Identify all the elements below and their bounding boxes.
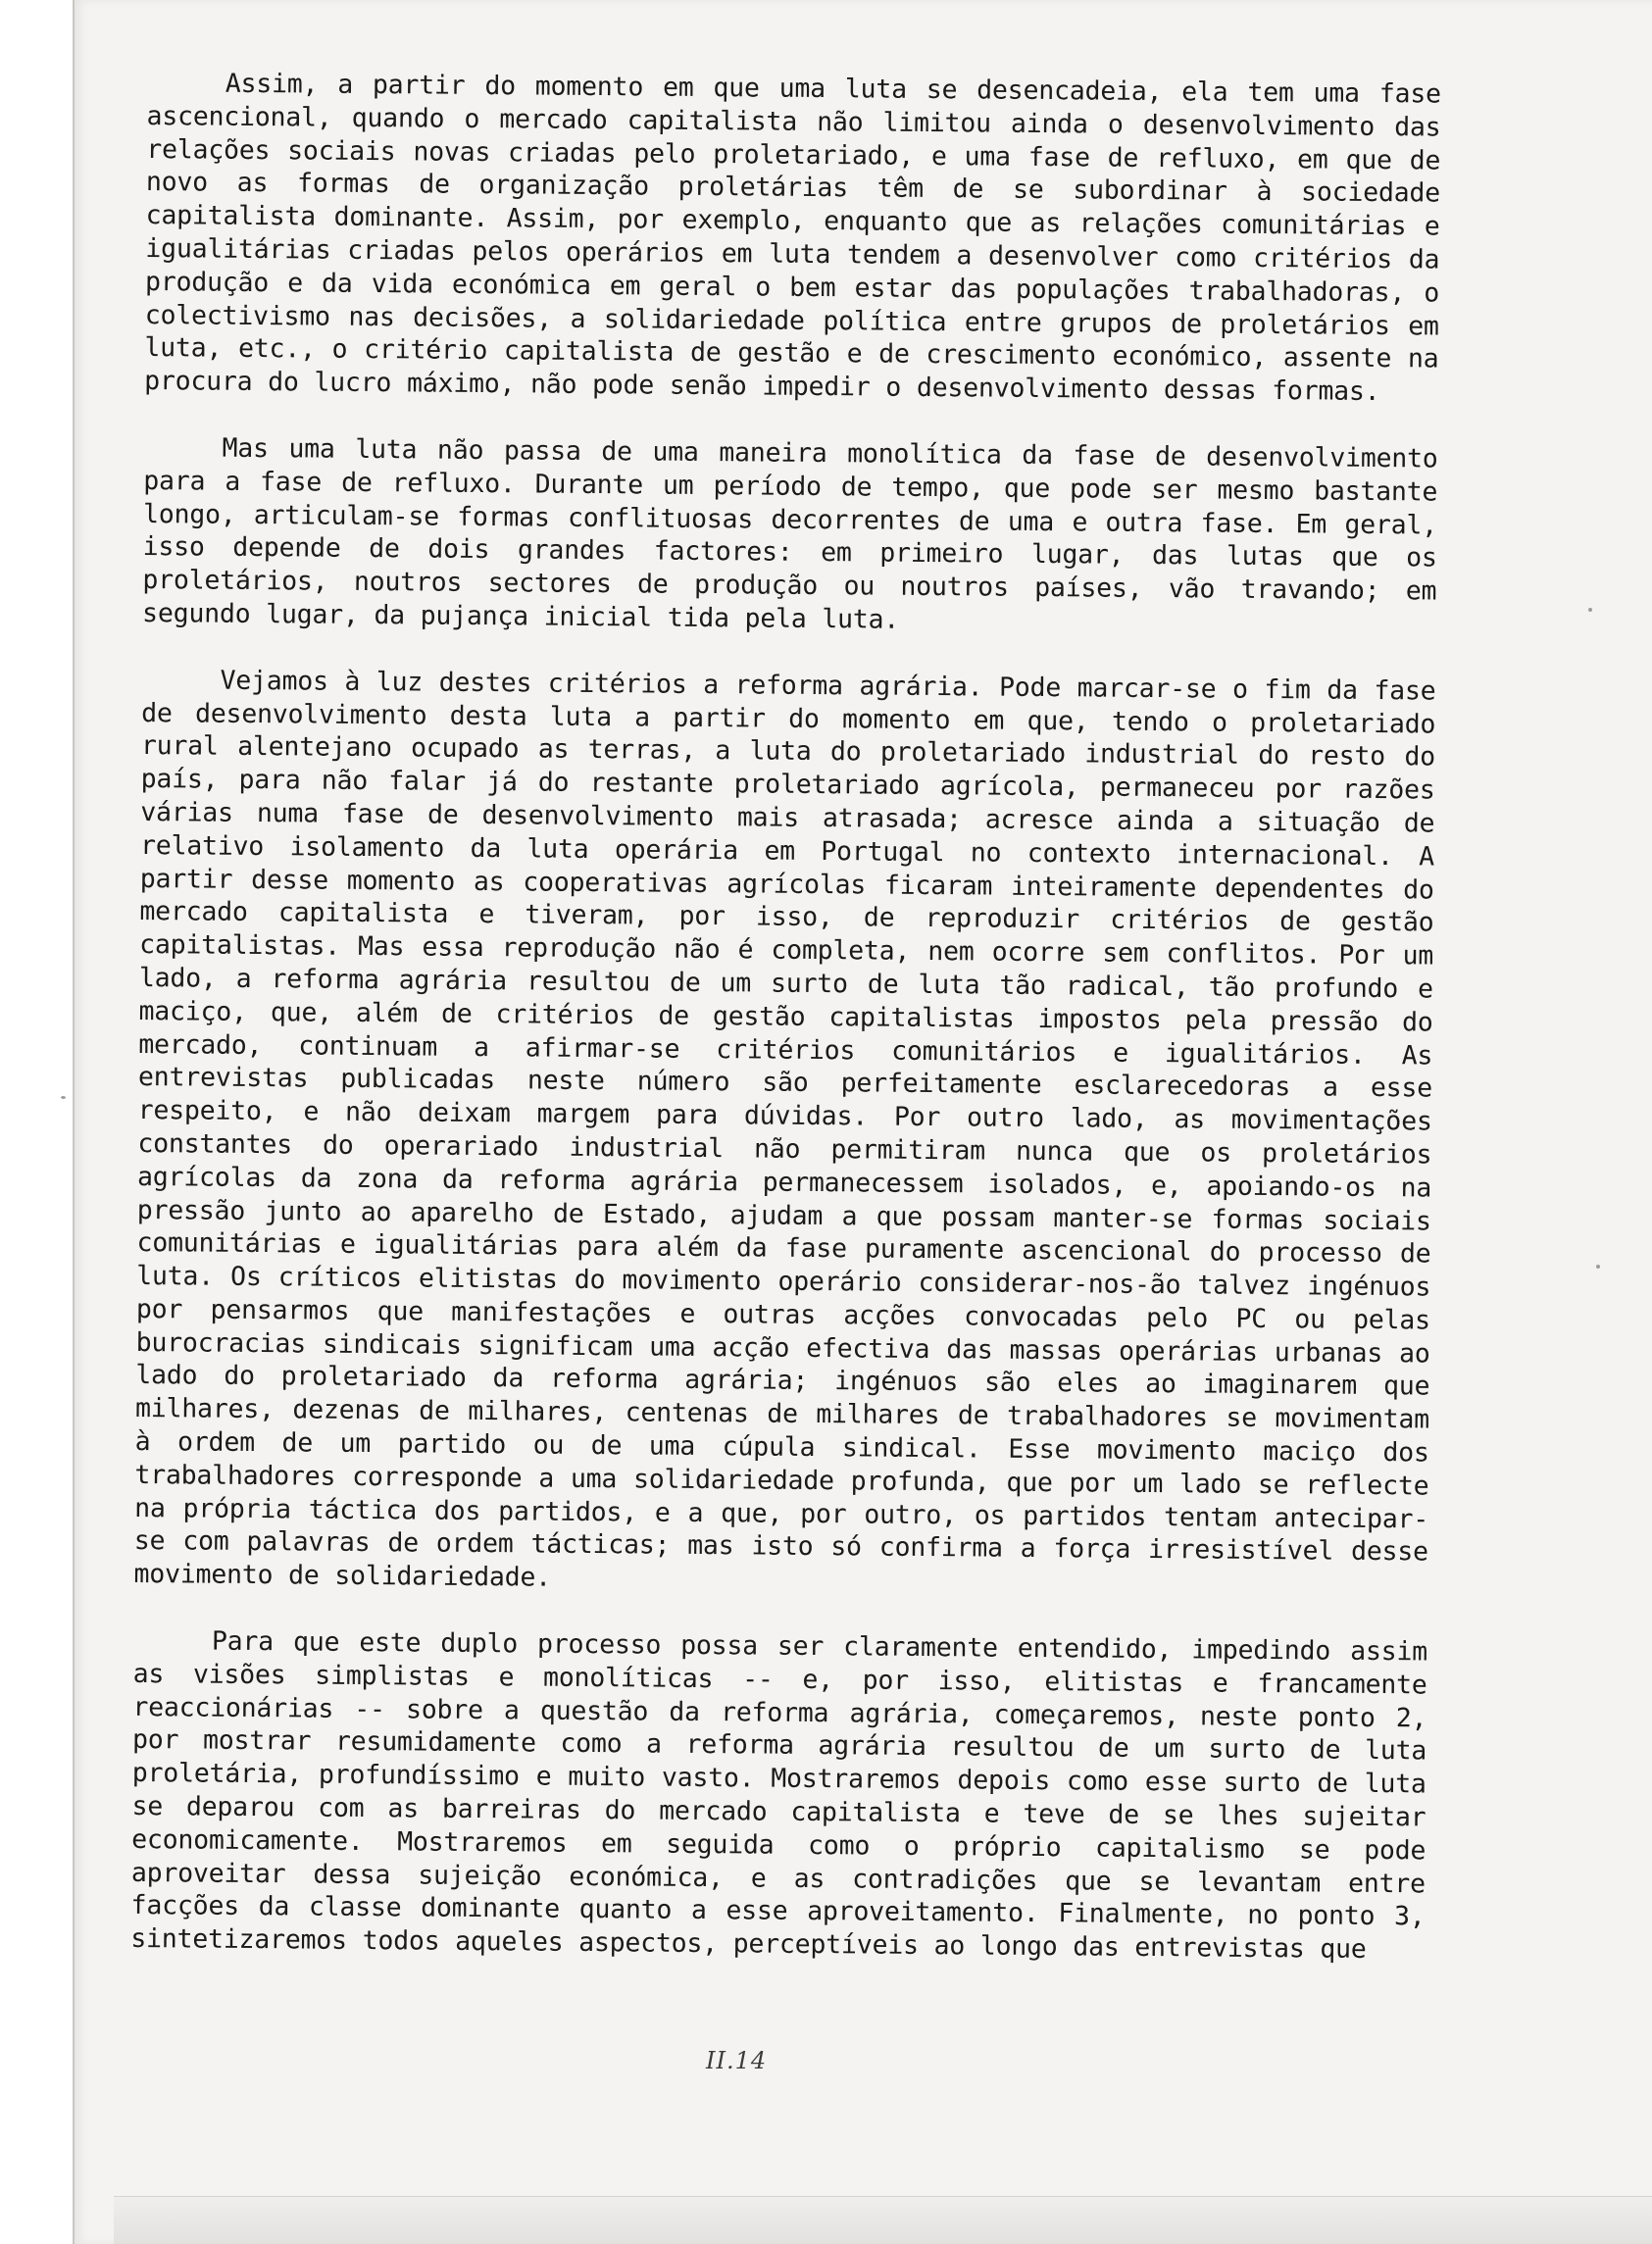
paragraph-1: Assim, a partir do momento em que uma luta se desencadeia, ela tem uma fase ascencional, quando o mercado capitalista não limitou ainda o desenvolvimento das relações sociais novas criadas pelo proletariado, e uma fase de refluxo, em que de novo as formas de organização proletárias têm de se subordinar à sociedade capitalista dominante. Assim, por exemplo, enquanto que as relações comunitárias e igualitárias criadas pelos operários em luta tendem a desenvolver como critérios da produção e da vida económica em geral o bem estar das populações trabalhadoras, o colectivismo nas decisões, a solidariedade política entre grupos de proletários em luta, etc., o critério capitalista de gestão e de crescimento económico, assente na procura do lucro máximo, não pode senão impedir o desenvolvimento dessas formas. — [144, 68, 1441, 408]
paragraph-2: Mas uma luta não passa de uma maneira monolítica da fase de desenvolvimento para a fase de refluxo. Durante um período de tempo, que pode ser mesmo bastante longo, articulam-se formas conflituosas decorrentes de uma e outra fase. Em geral, isso depende de dois grandes factores: em primeiro lugar, das lutas que os proletários, noutros sectores de produção ou noutros países, vão travando; em segundo lugar, da pujança inicial tida pela luta. — [142, 432, 1438, 635]
document-body — [130, 67, 1441, 1967]
scan-speck — [61, 1096, 66, 1099]
scan-speck — [1588, 608, 1592, 612]
paragraph-3: Vejamos à luz destes critérios a reforma agrária. Pode marcar-se o fim da fase de desenvolvimento desta luta a partir do momento em que, tendo o proletariado rural alentejano ocupado as terras, a luta do proletariado industrial do resto do país, para não falar já do restante proletariado agrícola, permaneceu por razões várias numa fase de desenvolvimento mais atrasada; acresce ainda a situação de relativo isolamento da luta operária em Portugal no contexto internacional. A partir desse momento as cooperativas agrícolas ficaram inteiramente dependentes do mercado capitalista e tiveram, por isso, de reproduzir critérios de gestão capitalistas. Mas essa reprodução não é completa, nem ocorre sem conflitos. Por um lado, a reforma agrária resultou de um surto de luta tão radical, tão profundo e maciço, que, além de critérios de gestão capitalistas impostos pela pressão do mercado, continuam a afirmar-se critérios comunitários e igualitários. As entrevistas publicadas neste número são perfeitamente esclarecedoras a esse respeito, e não deixam margem para dúvidas. Por outro lado, as movimentações constantes do operariado industrial não permitiram nunca que os proletários agrícolas da zona da reforma agrária permanecessem isolados, e, apoiando-os na pressão junto ao aparelho de Estado, ajudam a que possam manter-se formas sociais comunitárias e igualitárias para além da fase puramente ascencional do processo de luta. Os críticos elitistas do movimento operário considerar-nos-ão talvez ingénuos por pensarmos que manifestações e outras acções convocadas pelo PC ou pelas burocracias sindicais significam uma acção efectiva das massas operárias urbanas ao lado do proletariado da reforma agrária; ingénuos são eles ao imaginarem que milhares, dezenas de milhares, centenas de milhares de trabalhadores se movimentam à ordem de um partido ou de uma cúpula sindical. Esse movimento maciço dos trabalhadores corresponde a uma solidariedade profunda, que por um lado se reflecte na própria táctica dos partidos, e a que, por outro, os partidos tentam antecipar-se com palavras de ordem tácticas; mas isto só confirma a força irresistível desse movimento de solidariedade. — [133, 665, 1436, 1593]
sheet-bottom-edge — [114, 2196, 1652, 2244]
page-number: II.14 — [706, 2047, 768, 2074]
paragraph-4: Para que este duplo processo possa ser claramente entendido, impedindo assim as visões simplistas e monolíticas -- e, por isso, elitistas e francamente reaccionárias -- sobre a questão da reforma agrária, começaremos, neste ponto 2, por mostrar resumidamente como a reforma agrária resultou de um surto de luta proletária, profundíssimo e muito vasto. Mostraremos depois como esse surto de luta se deparou com as barreiras do mercado capitalista e teve de se lhes sujeitar economicamente. Mostraremos em seguida como o próprio capitalismo se pode aproveitar dessa sujeição económica, e as contradições que se levantam entre facções da classe dominante quanto a esse aproveitamento. Finalmente, no ponto 3, sintetizaremos todos aqueles aspectos, perceptíveis ao longo das entrevistas que — [130, 1625, 1428, 1966]
scan-speck — [1596, 1265, 1600, 1269]
